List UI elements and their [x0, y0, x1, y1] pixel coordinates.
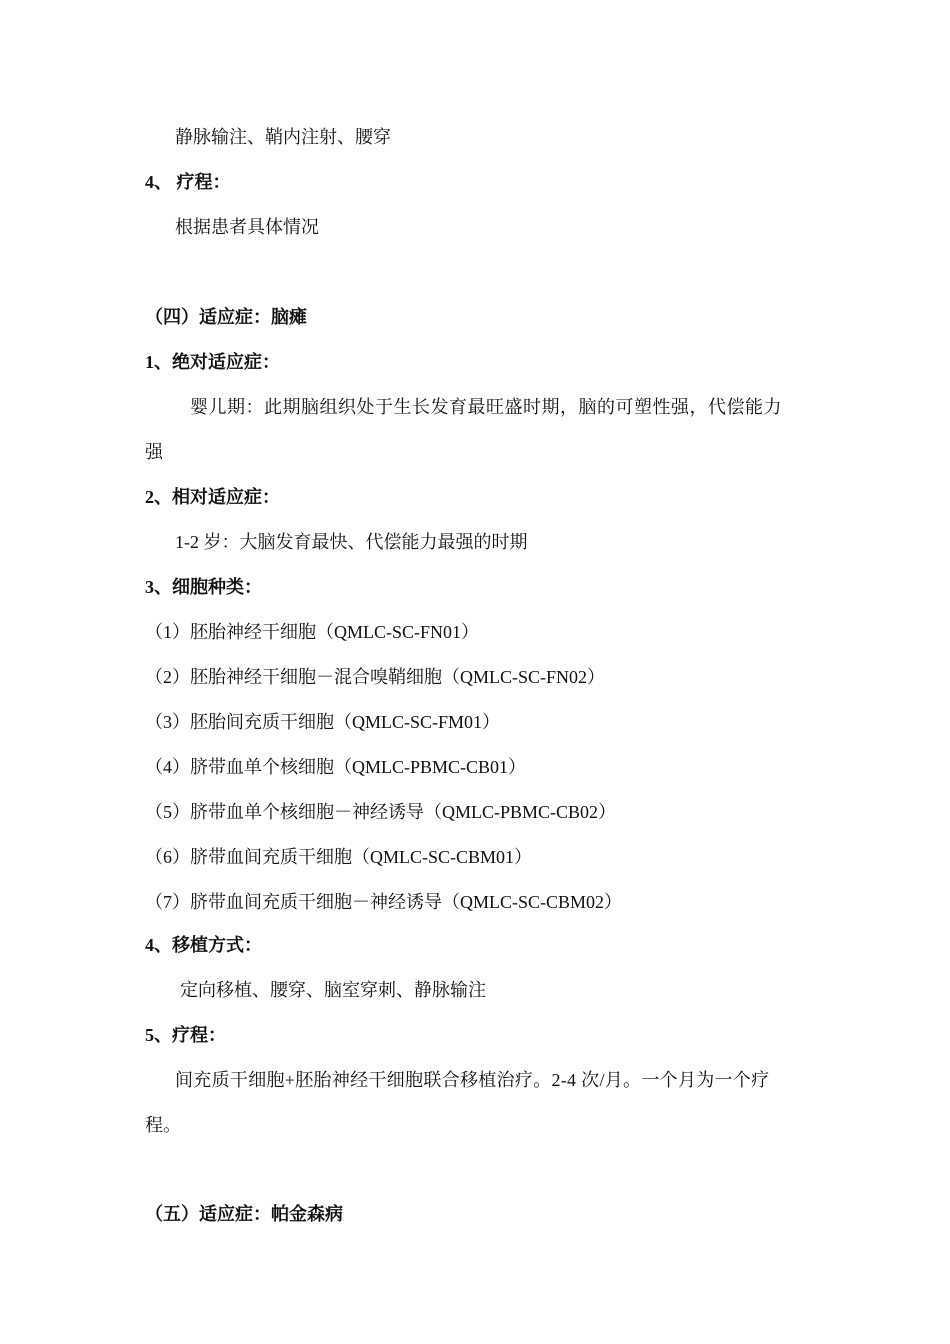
- cell-type-item: （3）胚胎间充质干细胞（QMLC-SC-FM01）: [145, 712, 501, 732]
- treatment-course-heading: 5、疗程：: [145, 1025, 226, 1045]
- section4-heading: （四）适应症：脑瘫: [145, 307, 307, 327]
- absolute-indication-text-line2: 强: [145, 442, 163, 462]
- cell-type-item: （4）脐带血单个核细胞（QMLC-PBMC-CB01）: [145, 757, 527, 777]
- cell-type-item: （5）脐带血单个核细胞－神经诱导（QMLC-PBMC-CB02）: [145, 802, 617, 822]
- cell-type-item: （6）脐带血间充质干细胞（QMLC-SC-CBM01）: [145, 847, 533, 867]
- cell-type-item: （1）胚胎神经干细胞（QMLC-SC-FN01）: [145, 622, 480, 642]
- section5-heading: （五）适应症：帕金森病: [145, 1204, 343, 1224]
- transplant-method-heading: 4、移植方式：: [145, 935, 262, 955]
- cell-type-item: （7）脐带血间充质干细胞－神经诱导（QMLC-SC-CBM02）: [145, 892, 623, 912]
- cell-type-item: （2）胚胎神经干细胞－混合嗅鞘细胞（QMLC-SC-FN02）: [145, 667, 606, 687]
- relative-indication-text: 1-2 岁：大脑发育最快、代偿能力最强的时期: [175, 532, 528, 552]
- treatment-course-text-line2: 程。: [145, 1115, 181, 1135]
- administration-methods-text: 静脉输注、鞘内注射、腰穿: [175, 127, 391, 147]
- absolute-indication-heading: 1、绝对适应症：: [145, 352, 280, 372]
- absolute-indication-text-line1: 婴儿期：此期脑组织处于生长发育最旺盛时期，脑的可塑性强，代偿能力: [190, 397, 782, 417]
- transplant-method-text: 定向移植、腰穿、脑室穿刺、静脉输注: [180, 980, 486, 1000]
- relative-indication-heading: 2、相对适应症：: [145, 487, 280, 507]
- cell-types-heading: 3、细胞种类：: [145, 577, 262, 597]
- course-heading-item4: 4、 疗程：: [145, 172, 231, 192]
- treatment-course-text-line1: 间充质干细胞+胚胎神经干细胞联合移植治疗。2-4 次/月。一个月为一个疗: [175, 1070, 770, 1090]
- course-text-item4: 根据患者具体情况: [175, 217, 319, 237]
